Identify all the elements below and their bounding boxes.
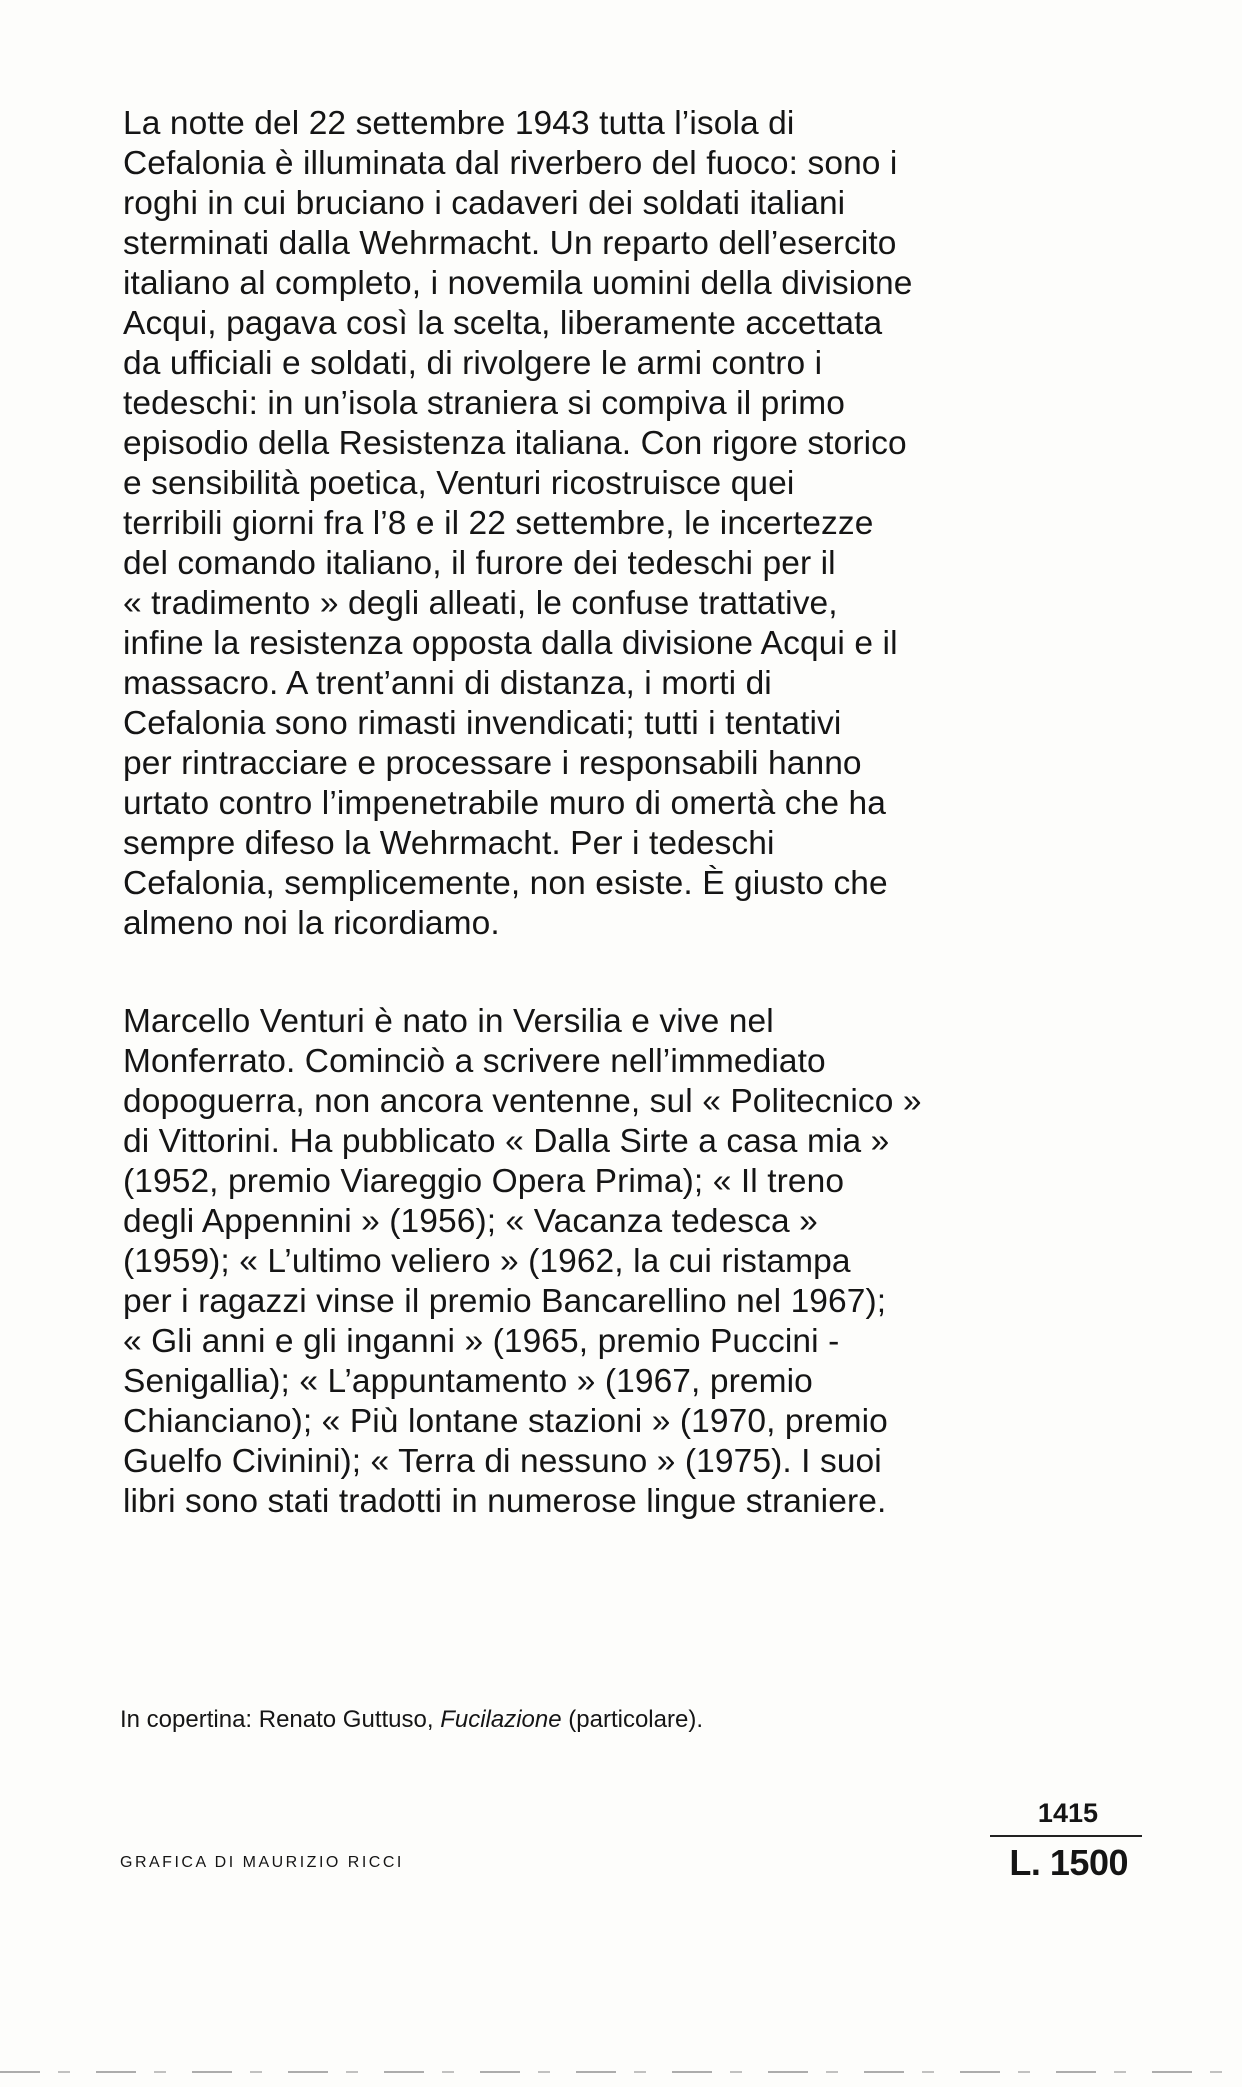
bio-line: di Vittorini. Ha pubblicato « Dalla Sirte a casa mia »	[123, 1123, 890, 1160]
cover-credit-suffix: (particolare).	[561, 1706, 703, 1733]
synopsis-line: tedeschi: in un’isola straniera si compiva il primo	[123, 385, 845, 422]
synopsis-paragraph	[123, 104, 1153, 944]
price-divider	[990, 1835, 1142, 1837]
synopsis-line: sempre difeso la Wehrmacht. Per i tedeschi	[123, 825, 775, 862]
synopsis-line: italiano al completo, i novemila uomini della divisione	[123, 265, 913, 302]
page-edge-artifact	[0, 2071, 1242, 2073]
cover-credit-prefix: In copertina: Renato Guttuso,	[120, 1706, 441, 1733]
synopsis-line: urtato contro l’impenetrabile muro di omertà che ha	[123, 785, 886, 822]
synopsis-line: da ufficiali e soldati, di rivolgere le armi contro i	[123, 345, 823, 382]
bio-line: per i ragazzi vinse il premio Bancarellino nel 1967);	[123, 1283, 887, 1320]
synopsis-line: del comando italiano, il furore dei tedeschi per il	[123, 545, 836, 582]
synopsis-line: Acqui, pagava così la scelta, liberamente accettata	[123, 305, 883, 342]
synopsis-line: per rintracciare e processare i responsabili hanno	[123, 745, 862, 782]
synopsis-line: almeno noi la ricordiamo.	[123, 905, 500, 942]
synopsis-line: sterminati dalla Wehrmacht. Un reparto dell’esercito	[123, 225, 897, 262]
cover-credit	[120, 1705, 703, 1735]
bio-line: Senigallia); « L’appuntamento » (1967, premio	[123, 1363, 813, 1400]
bio-line: Chianciano); « Più lontane stazioni » (1970, premio	[123, 1403, 888, 1440]
bio-line: libri sono stati tradotti in numerose lingue straniere.	[123, 1483, 887, 1520]
synopsis-line: episodio della Resistenza italiana. Con rigore storico	[123, 425, 907, 462]
synopsis-line: La notte del 22 settembre 1943 tutta l’isola di	[123, 105, 795, 142]
cover-artwork-title: Fucilazione	[440, 1706, 562, 1733]
author-bio-paragraph	[123, 1002, 1153, 1522]
synopsis-line: Cefalonia sono rimasti invendicati; tutti i tentativi	[123, 705, 842, 742]
synopsis-line: Cefalonia, semplicemente, non esiste. È giusto che	[123, 865, 888, 902]
catalog-number: 1415	[1037, 1798, 1098, 1828]
synopsis-line: « tradimento » degli alleati, le confuse trattative,	[123, 585, 838, 622]
bio-line: (1952, premio Viareggio Opera Prima); « Il treno	[123, 1163, 845, 1200]
bio-line: Marcello Venturi è nato in Versilia e vive nel	[123, 1003, 774, 1040]
synopsis-line: Cefalonia è illuminata dal riverbero del fuoco: sono i	[123, 145, 898, 182]
synopsis-line: terribili giorni fra l’8 e il 22 settembre, le incertezze	[123, 505, 874, 542]
bio-line: Monferrato. Cominciò a scrivere nell’immediato	[123, 1043, 826, 1080]
bio-line: dopoguerra, non ancora ventenne, sul « Politecnico »	[123, 1083, 922, 1120]
price-label: L. 1500	[1009, 1842, 1128, 1883]
synopsis-line: infine la resistenza opposta dalla divisione Acqui e il	[123, 625, 898, 662]
synopsis-line: e sensibilità poetica, Venturi ricostruisce quei	[123, 465, 795, 502]
bio-line: « Gli anni e gli inganni » (1965, premio Puccini -	[123, 1323, 840, 1360]
designer-credit: GRAFICA DI MAURIZIO RICCI	[120, 1854, 404, 1871]
bio-line: (1959); « L’ultimo veliero » (1962, la cui ristampa	[123, 1243, 851, 1280]
bio-line: degli Appennini » (1956); « Vacanza tedesca »	[123, 1203, 818, 1240]
synopsis-line: massacro. A trent’anni di distanza, i morti di	[123, 665, 772, 702]
bio-line: Guelfo Civinini); « Terra di nessuno » (1975). I suoi	[123, 1443, 882, 1480]
synopsis-line: roghi in cui bruciano i cadaveri dei soldati italiani	[123, 185, 846, 222]
